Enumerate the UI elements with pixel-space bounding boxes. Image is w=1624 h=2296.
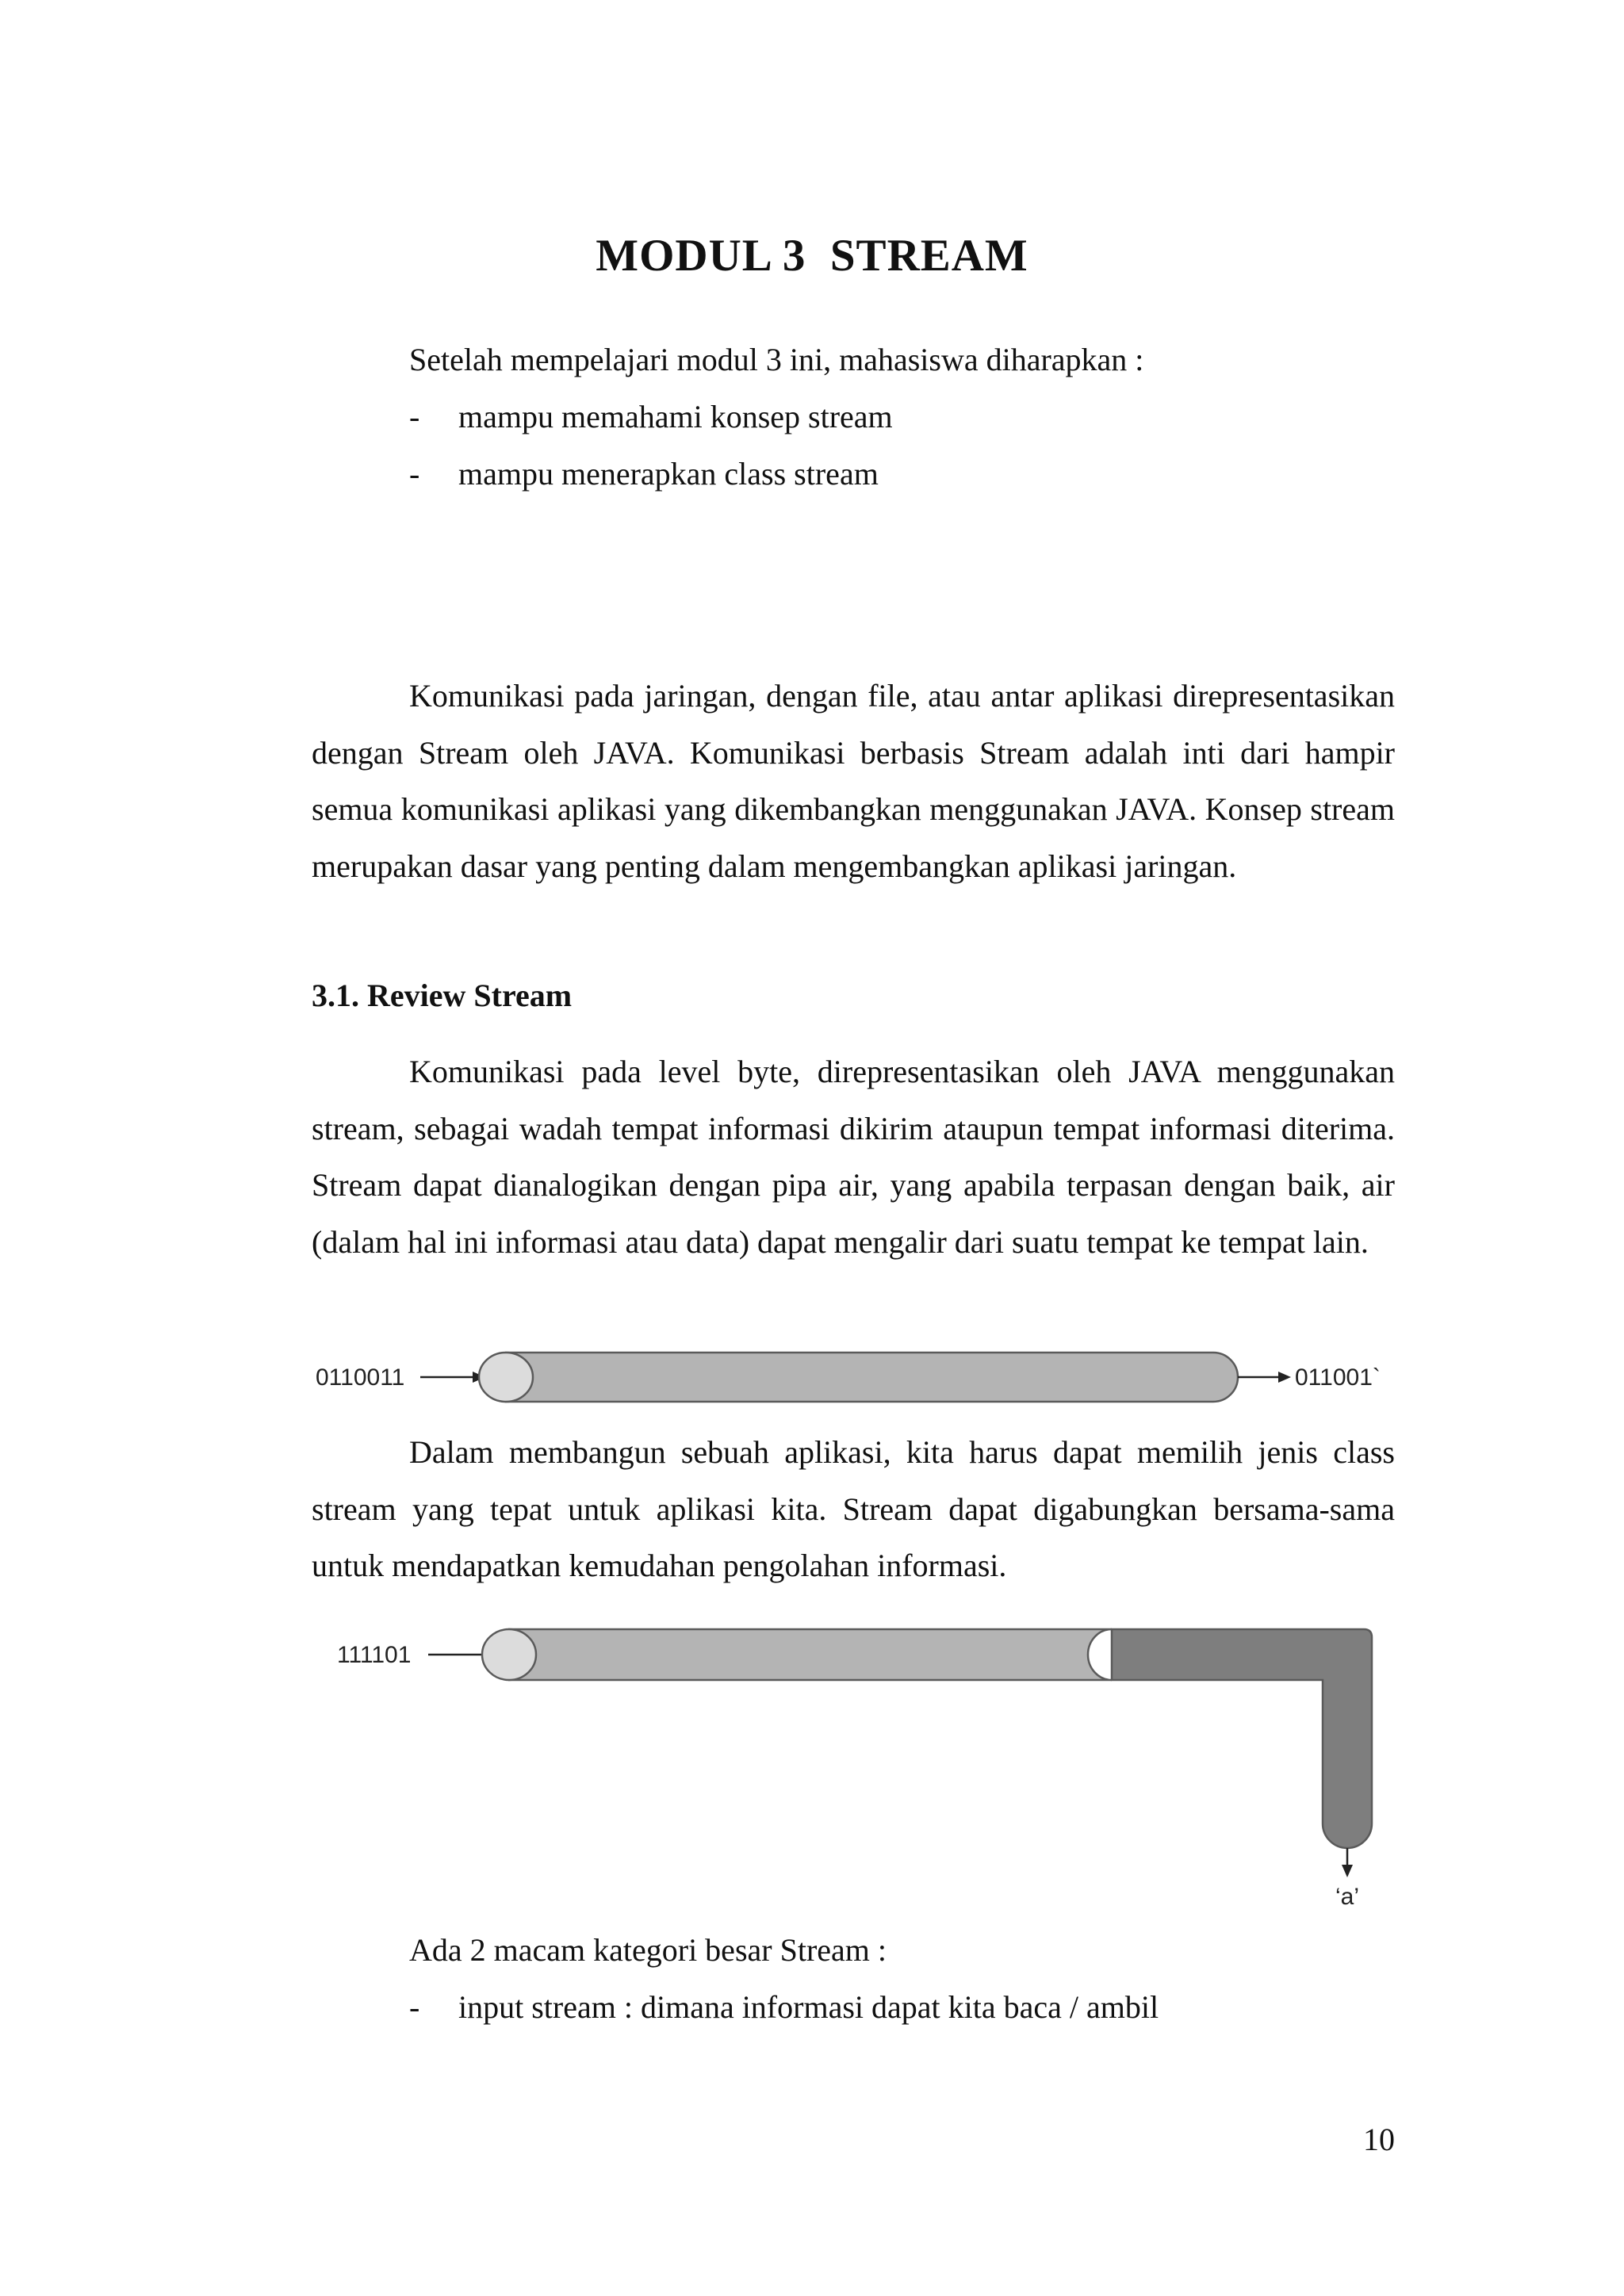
intro-paragraph: Komunikasi pada jaringan, dengan file, atau antar aplikasi direpresentasikan dengan Stream oleh JAVA. Komunikasi berbasis Stream adalah inti dari hampir semua komunikasi aplikasi yang dikembangkan menggunakan JAVA. Konsep stream merupakan dasar yang penting dalam mengembangkan aplikasi jaringan.: [312, 678, 1395, 884]
page-title: MODUL 3 STREAM: [596, 231, 1028, 281]
category-item-text: input stream : dimana informasi dapat kita baca / ambil: [458, 1989, 1159, 2025]
input-bits-label: 0110011: [316, 1364, 405, 1391]
page-number: 10: [1363, 2122, 1395, 2157]
pipe-inlet-cap: [479, 1353, 533, 1402]
categories-lead: Ada 2 macam kategori besar Stream :: [409, 1932, 887, 1968]
category-item: - input stream : dimana informasi dapat kita baca / ambil: [409, 1989, 1159, 2025]
section-heading: 3.1. Review Stream: [312, 978, 573, 1013]
objective-item: - mampu memahami konsep stream: [409, 399, 893, 434]
stream-categories: [409, 1922, 1440, 2036]
review-paragraph: Komunikasi pada level byte, direpresentasikan oleh JAVA menggunakan stream, sebagai wadah tempat informasi dikirim ataupun tempat informasi diterima. Stream dapat dianalogikan dengan pipa air, yang apabila terpasan dengan baik, air (dalam hal ini informasi atau data) dapat mengalir dari suatu tempat ke tempat lain.: [312, 1054, 1395, 1260]
chained-stream-figure: [309, 1617, 1404, 1919]
objective-item: - mampu menerapkan class stream: [409, 456, 879, 492]
objectives-lead: Setelah mempelajari modul 3 ini, mahasiswa diharapkan :: [409, 342, 1144, 377]
output-char-label: ‘a’: [1335, 1884, 1360, 1910]
stream-pipe-figure: [309, 1332, 1404, 1411]
primary-stream-pipe: [509, 1629, 1112, 1680]
combine-paragraph: Dalam membangun sebuah aplikasi, kita harus dapat memilih jenis class stream yang tepat untuk aplikasi kita. Stream dapat digabungkan bersama-sama untuk mendapatkan kemudahan pengolahan informasi.: [312, 1434, 1395, 1583]
stream-pipe: [506, 1353, 1238, 1402]
pipe-inlet-cap: [482, 1629, 536, 1680]
objective-item-text: mampu menerapkan class stream: [458, 456, 879, 492]
output-arrow-head-icon: [1278, 1372, 1291, 1383]
learning-objectives: [409, 331, 1440, 503]
objective-item-text: mampu memahami konsep stream: [458, 399, 893, 434]
output-bits-label: 011001`: [1295, 1364, 1381, 1391]
output-arrow-head-icon: [1342, 1865, 1353, 1877]
input-bits-label: 111101: [337, 1642, 412, 1668]
secondary-stream-pipe: [1112, 1629, 1372, 1848]
